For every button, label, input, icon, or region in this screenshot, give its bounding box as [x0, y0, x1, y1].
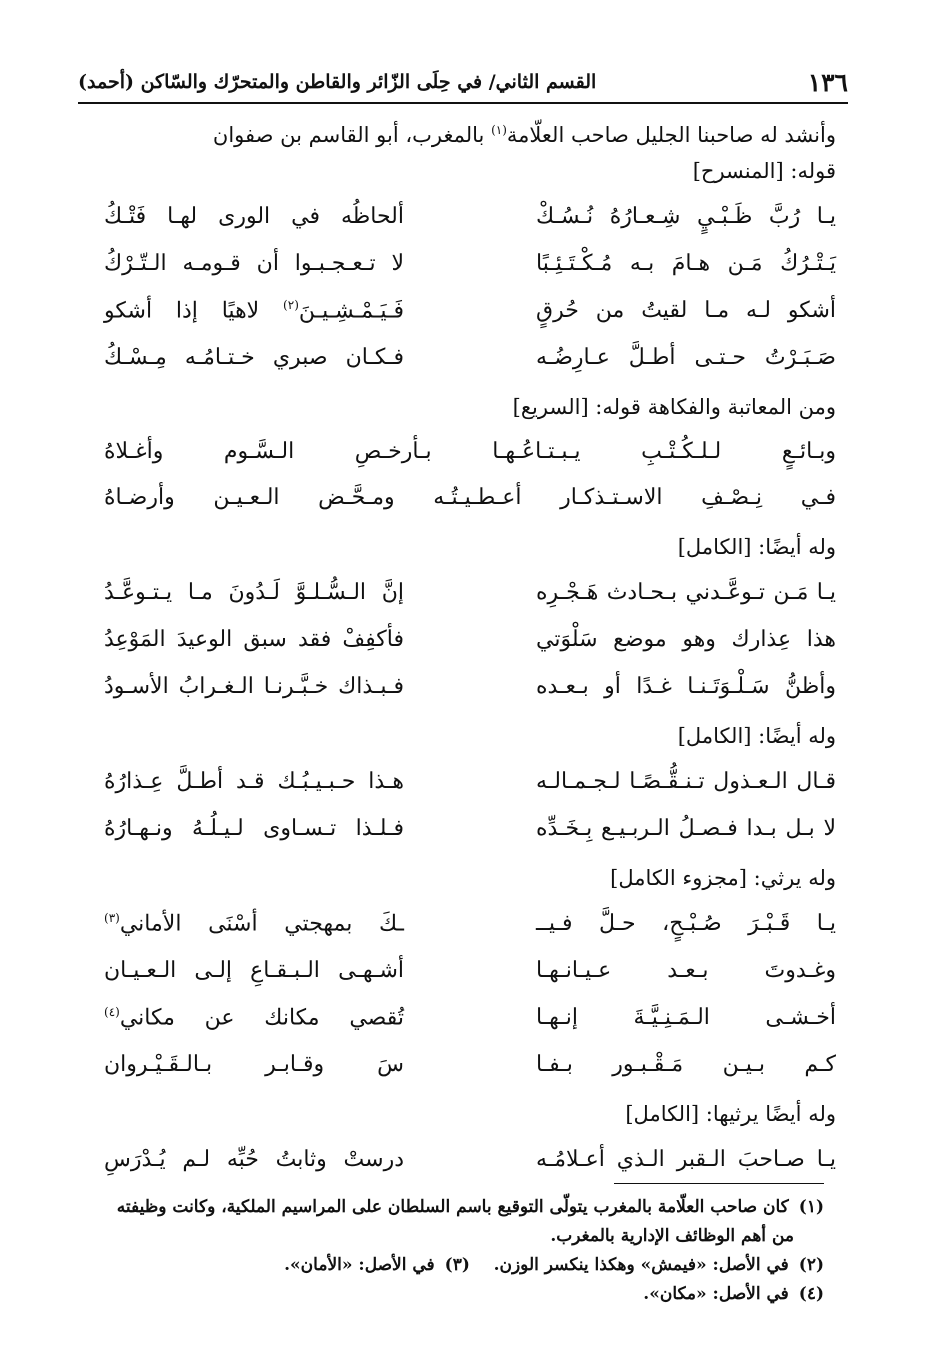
hemistich-part: تُقصي مكانك عن مكاني — [119, 1005, 404, 1031]
second-hemistich — [104, 911, 404, 936]
first-hemistich: يـا مَـن تـوعَّـدني بـحـادث هَـجْـرِه — [536, 580, 836, 605]
first-hemistich: يـا قَـبْـرَ صُـبْـحٍ، حـلَّ فـيــ — [536, 911, 836, 936]
footnote-ref-3: (٣) — [104, 910, 120, 925]
verse — [104, 287, 836, 334]
footnote-ref-2: (٢) — [283, 297, 299, 312]
footnote-text: في الأصل: «مكان». — [643, 1284, 789, 1304]
second-hemistich: فـبـذاك خـبَّـرنـا الـغـرابُ الأسـودُ — [104, 674, 404, 699]
section-intro: وله أيضًا: [الكامل] — [677, 724, 836, 748]
footnote-ref-1: (١) — [491, 123, 507, 137]
footnotes — [104, 1193, 824, 1309]
hemistich-part: لاهيًا إذا أشكو — [104, 298, 284, 324]
first-hemistich: لا بـل بـدا فـصـلُ الـربـيـع بِـخَـدِّه — [536, 816, 836, 841]
verse — [104, 616, 836, 663]
second-hemistich: فـكـان صبري خـتـامُـه مِـسْـكُ — [104, 345, 404, 370]
footnote-number: (٤) — [798, 1284, 824, 1304]
footnote-number: (١) — [798, 1197, 824, 1217]
footnote-ref-4: (٤) — [104, 1004, 120, 1019]
second-hemistich: فأكفِفْ فقد سبق الوعيدَ المَوْعِدُ — [104, 627, 404, 652]
first-hemistich: وغـدوتَ بـعـد عـيـانـهـا — [536, 958, 836, 983]
second-hemistich: إنَّ الـسُّـلـوَّ لَـدُونَ مـا يـتـوعَّـدُ — [104, 580, 404, 605]
footnote-text: في الأصل: «فيمش» وهكذا ينكسر الوزن. — [493, 1255, 789, 1275]
verse — [104, 900, 836, 947]
main-text — [104, 112, 836, 1191]
footnote-text: كان صاحب العلّامة بالمغرب يتولّى التوقيع باسم السلطان على المراسيم الملكية، وكانت وظيفته — [116, 1197, 789, 1217]
section-intro: وله أيضًا: [الكامل] — [677, 535, 836, 559]
second-hemistich: لا تـعـجـبـوا أن قـومـه الـتّـرْكُ — [104, 251, 404, 276]
verse — [104, 193, 836, 240]
poem-kamil-1 — [104, 569, 836, 710]
poem-kamil-3 — [104, 1136, 836, 1183]
intro-paragraph — [104, 112, 836, 189]
verse — [104, 994, 836, 1041]
verse — [104, 240, 836, 287]
second-hemistich: سَ وقـابـر بـالـقَـيْـروان — [104, 1052, 404, 1077]
first-hemistich: أشكو لـه مـا لقيتُ من حُرقٍ — [536, 298, 836, 323]
footnote-4 — [104, 1280, 824, 1309]
verse — [104, 1136, 836, 1183]
footnote-2-3 — [104, 1251, 824, 1280]
footnote-1-continuation: من أهم الوظائف الإدارية بالمغرب. — [550, 1226, 794, 1246]
poem-kamil-2 — [104, 758, 836, 852]
poem-munsarih — [104, 193, 836, 381]
verse — [104, 663, 836, 710]
verse — [104, 758, 836, 805]
verse — [104, 805, 836, 852]
hemistich-part: فَـيَـمْـشِـيـنَ — [298, 298, 404, 324]
verse-line: وبـائـعٍ لـلـكُـتْـبِ يـبـتـاعُـهـا بـأرخـصِ الـسَّـوم وأغـلاهُ — [104, 439, 836, 464]
verse — [104, 947, 836, 994]
first-hemistich: وأظنُّ سَـلْـوَتَـنـا غـدًا أو بـعـده — [536, 674, 836, 699]
first-hemistich: أخـشـى الـمَـنِـيَّـةَ إنـهـا — [536, 1005, 836, 1030]
verse — [104, 569, 836, 616]
section-intro: ومن المعاتبة والفكاهة قوله: [السريع] — [512, 395, 836, 419]
verse-line: فـي نِـصْـفِ الاسـتـذكـار أعـطـيـتُـه ومـحَّـض الـعـيـن وأرضـاهُ — [104, 485, 836, 510]
first-hemistich: كـم بـيـن مَـقْـبـور بـفـا — [536, 1052, 836, 1077]
second-hemistich: درستْ وثابتُ حُبِّه لـم يُـدْرَسِ — [104, 1147, 404, 1172]
section-intro: وله يرثي: [مجزوء الكامل] — [610, 866, 836, 890]
poem-sari — [104, 429, 836, 521]
first-hemistich: يـا رُبَّ ظَـبْـيٍ شِـعـارُهُ نُـسُـكْ — [536, 204, 836, 229]
running-title: القسم الثاني/ في حِلَى الزّائر والقاطن والمتحرّك والسّاكن (أحمد) — [78, 71, 597, 93]
hemistich-part: ـكَ بمهجتي أسْنَى الأماني — [119, 911, 404, 937]
second-hemistich: أشـهـى الـبـقـاعِ إلـى الـعـيـان — [104, 958, 404, 983]
first-hemistich: قـال الـعـذول تـنـقُّـصًـا لـجـمـالـه — [536, 769, 836, 794]
footnote-number: (٢) — [798, 1255, 824, 1275]
verse — [104, 334, 836, 381]
footnote-text: في الأصل: «الأمان». — [284, 1255, 435, 1275]
second-hemistich — [104, 1005, 404, 1030]
second-hemistich: ألحاظُه في الورى لهـا فَتْـكُ — [104, 204, 404, 229]
intro-line1: وأنشد له صاحبنا الجليل صاحب العلّامة — [506, 123, 836, 147]
page-number: ١٣٦ — [807, 67, 848, 97]
poem-majzu-kamil — [104, 900, 836, 1088]
first-hemistich: يَـتْـرُكُ مَـن هـامَ بـه مُـكْـتَـئِـبًا — [536, 251, 836, 276]
second-hemistich: فـلـذا تـسـاوى لـيـلُـهُ ونـهـارُهُ — [104, 816, 404, 841]
first-hemistich: صَـبَـرْتُ حـتـى أطـلَّ عـارِضُـه — [536, 345, 836, 370]
footnote-1 — [104, 1193, 824, 1222]
first-hemistich: هذا عِذارك وهو موضع سَلْوَتي — [536, 627, 836, 652]
footnote-separator — [614, 1183, 824, 1184]
page-header — [78, 62, 848, 104]
footnote-number: (٣) — [444, 1255, 470, 1275]
first-hemistich: يـا صـاحبَ الـقبر الـذي أعـلامُـه — [536, 1147, 836, 1172]
second-hemistich — [104, 298, 404, 323]
intro-line1-tail: بالمغرب، أبو القاسم بن صفوان — [212, 123, 492, 147]
section-intro: وله أيضًا يرثيها: [الكامل] — [625, 1102, 836, 1126]
verse — [104, 1041, 836, 1088]
intro-line2: قوله: [المنسرح] — [692, 159, 836, 183]
second-hemistich: هـذا حـبـيـبُـك قـد أطـلَّ عِـذارُهُ — [104, 769, 404, 794]
